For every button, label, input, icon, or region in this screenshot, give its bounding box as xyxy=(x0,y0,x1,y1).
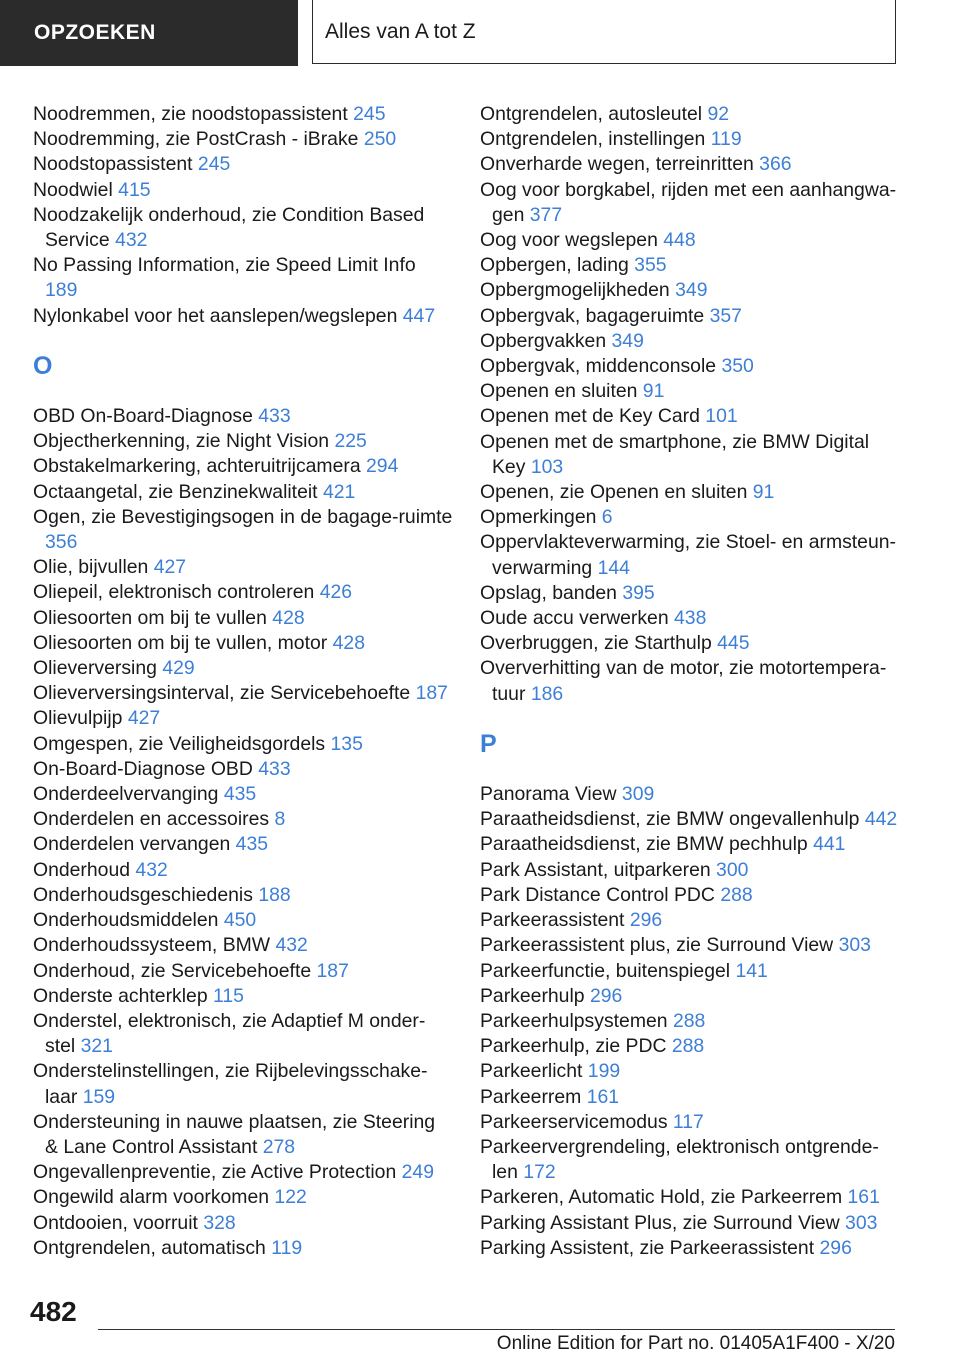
index-column-left xyxy=(33,102,453,1261)
index-entry xyxy=(33,1110,453,1160)
index-entry-label: Ondersteuning in nauwe plaatsen, zie Steering & Lane Control Assistant xyxy=(33,1110,436,1158)
index-entry-label: Ontgrendelen, instellingen xyxy=(480,128,706,151)
index-entry xyxy=(480,883,900,908)
index-page-link[interactable]: 395 xyxy=(622,581,655,604)
index-entry-label: Oppervlakteverwarming, zie Stoel- en armsteun-verwarming xyxy=(480,531,896,579)
index-entry-label: Onderdelen vervangen xyxy=(33,833,231,856)
index-entry-label: Parkeerhulp xyxy=(480,984,585,1007)
index-page-link[interactable]: 186 xyxy=(530,682,564,705)
index-entry-label: Oliesoorten om bij te vullen, motor xyxy=(33,631,328,654)
index-entry-label: Olieverversing xyxy=(33,657,157,680)
index-entry-label: Ogen, zie Bevestigingsogen in de bagage-ruimte xyxy=(33,505,453,528)
index-page-link[interactable]: 429 xyxy=(162,657,195,680)
index-page-link[interactable]: 433 xyxy=(258,405,291,428)
index-entry-label: Panorama View xyxy=(480,783,617,806)
index-entry-label: Paraatheidsdienst, zie BMW pechhulp xyxy=(480,833,808,856)
index-page-link[interactable]: 442 xyxy=(864,808,898,831)
index-entry xyxy=(33,706,453,731)
index-page-link[interactable]: 172 xyxy=(523,1161,556,1184)
index-entry xyxy=(480,1059,900,1084)
index-page-link[interactable]: 426 xyxy=(319,581,353,604)
index-entry-label: Parkeerservicemodus xyxy=(480,1110,668,1133)
index-page-link[interactable]: 357 xyxy=(709,304,742,327)
index-entry xyxy=(33,656,453,681)
index-entry xyxy=(480,430,900,480)
index-entry-label: Parkeerhulp, zie PDC xyxy=(480,1035,667,1058)
index-page-link[interactable]: 366 xyxy=(759,153,792,176)
index-page-link[interactable]: 427 xyxy=(127,707,161,730)
index-entry xyxy=(480,581,900,606)
index-entry-label: Olie, bijvullen xyxy=(33,556,149,579)
index-page-link[interactable]: 350 xyxy=(721,355,754,378)
index-entry-label: Opslag, banden xyxy=(480,581,617,604)
index-entry-label: Parkeerhulpsystemen xyxy=(480,1009,668,1032)
index-entry xyxy=(33,253,453,303)
index-page-link[interactable]: 144 xyxy=(597,556,630,579)
index-entry xyxy=(480,1009,900,1034)
index-entry xyxy=(33,555,453,580)
index-entry-label: Parkeervergrendeling, elektronisch ontgrende-len xyxy=(480,1135,879,1184)
index-entry xyxy=(480,807,900,832)
index-entry-label: Onderhoudssysteem, BMW xyxy=(33,934,271,957)
index-entry xyxy=(480,304,900,329)
index-page-link[interactable]: 161 xyxy=(586,1085,620,1108)
index-page-link[interactable]: 288 xyxy=(671,1035,705,1058)
index-page-link[interactable]: 91 xyxy=(642,380,665,403)
index-letter-heading: P xyxy=(480,729,497,758)
index-entry-label: Oververhitting van de motor, zie motortempera-tuur xyxy=(480,657,887,705)
index-page-link[interactable]: 296 xyxy=(589,984,623,1007)
index-entry-label: Oliepeil, elektronisch controleren xyxy=(33,581,315,604)
index-entry xyxy=(480,379,900,404)
index-entry-label: Onderhoudsgeschiedenis xyxy=(33,883,253,906)
index-page-link[interactable]: 141 xyxy=(735,959,768,982)
index-page-link[interactable]: 432 xyxy=(135,858,168,881)
index-entry xyxy=(480,152,900,177)
index-entry-label: Oude accu verwerken xyxy=(480,607,669,630)
index-entry-label: Parkeerrem xyxy=(480,1085,582,1108)
index-entry-label: On-Board-Diagnose OBD xyxy=(33,757,253,780)
index-entry-label: Onderhoud, zie Servicebehoefte xyxy=(33,959,312,982)
index-page-link[interactable]: 294 xyxy=(366,455,399,478)
index-page-link[interactable]: 432 xyxy=(115,229,148,252)
index-entry xyxy=(480,480,900,505)
index-entry xyxy=(480,1034,900,1059)
index-page-link[interactable]: 328 xyxy=(203,1211,236,1234)
index-entry xyxy=(33,1160,453,1185)
index-entry-label: Ontdooien, voorruit xyxy=(33,1211,198,1234)
index-entry-label: Parkeerlicht xyxy=(480,1060,583,1083)
index-entry xyxy=(33,1009,453,1059)
index-entry xyxy=(480,782,900,807)
index-page-link[interactable]: 135 xyxy=(330,732,363,755)
index-page-link[interactable]: 245 xyxy=(197,153,231,176)
index-entry xyxy=(33,480,453,505)
index-page-link[interactable]: 119 xyxy=(271,1236,303,1259)
index-page-link[interactable]: 225 xyxy=(334,430,367,453)
index-entry-label: Objectherkenning, zie Night Vision xyxy=(33,430,330,453)
index-entry-label: Ontgrendelen, autosleutel xyxy=(480,103,703,125)
index-entry xyxy=(33,631,453,656)
index-entry-label: Onverharde wegen, terreinritten xyxy=(480,153,754,176)
index-entry xyxy=(480,656,900,706)
index-entry xyxy=(33,933,453,958)
index-page-link[interactable]: 159 xyxy=(82,1085,116,1108)
index-entry-label: Olievulpijp xyxy=(33,707,123,730)
index-entry-label: Nylonkabel voor het aanslepen/wegslepen xyxy=(33,304,398,327)
index-page-link[interactable]: 433 xyxy=(258,757,291,780)
index-page-link[interactable]: 435 xyxy=(235,833,269,856)
index-entry xyxy=(480,404,900,429)
index-entry-label: Onderstel, elektronisch, zie Adaptief M onder-stel xyxy=(33,1009,426,1058)
index-entry-label: Obstakelmarkering, achteruitrijcamera xyxy=(33,455,361,478)
index-entry xyxy=(33,807,453,832)
index-entry xyxy=(33,984,453,1009)
index-page-link[interactable]: 441 xyxy=(813,833,846,856)
index-page-link[interactable]: 349 xyxy=(611,329,644,352)
index-entry xyxy=(33,757,453,782)
index-entry xyxy=(33,908,453,933)
index-page-link[interactable]: 188 xyxy=(258,883,291,906)
index-page-link[interactable]: 103 xyxy=(530,455,564,478)
index-page-link[interactable]: 189 xyxy=(45,279,78,302)
index-page-link[interactable]: 349 xyxy=(675,279,708,302)
index-entry-label: Paraatheidsdienst, zie BMW ongevallenhulp xyxy=(480,808,860,831)
index-page-link[interactable]: 296 xyxy=(819,1236,852,1259)
index-entry xyxy=(480,959,900,984)
index-entry-label: Opbergmogelijkheden xyxy=(480,279,670,302)
index-column-right xyxy=(480,102,900,1261)
index-entry-label: Openen en sluiten xyxy=(480,380,638,403)
index-entry-label: Openen, zie Openen en sluiten xyxy=(480,481,748,504)
index-entry xyxy=(33,832,453,857)
index-entry xyxy=(480,1185,900,1210)
index-page-link[interactable]: 428 xyxy=(332,631,365,654)
index-entry xyxy=(480,530,900,580)
index-entry-label: Olieverversingsinterval, zie Servicebehoefte xyxy=(33,682,411,705)
index-page-link[interactable]: 415 xyxy=(118,178,151,201)
index-page-link[interactable]: 421 xyxy=(322,480,356,503)
section-tab: OPZOEKEN xyxy=(0,0,298,66)
index-page-link[interactable]: 187 xyxy=(415,682,448,705)
footer-divider xyxy=(98,1329,895,1330)
index-entry xyxy=(480,228,900,253)
index-entry-label: Opbergvakken xyxy=(480,329,607,352)
index-entry xyxy=(480,253,900,278)
index-entry-label: Parking Assistent, zie Parkeerassistent xyxy=(480,1236,815,1259)
index-page-link[interactable]: 447 xyxy=(402,304,436,327)
index-entry-label: Omgespen, zie Veiligheidsgordels xyxy=(33,732,326,755)
index-entry-label: Ontgrendelen, automatisch xyxy=(33,1236,266,1259)
index-entry xyxy=(33,203,453,253)
index-entry xyxy=(33,959,453,984)
index-page-link[interactable]: 356 xyxy=(45,531,78,554)
index-page-link[interactable]: 8 xyxy=(274,808,286,831)
index-page-link[interactable]: 250 xyxy=(363,128,397,151)
index-entry xyxy=(33,580,453,605)
index-entry-label: Ongewild alarm voorkomen xyxy=(33,1186,270,1209)
index-entry-label: Park Distance Control PDC xyxy=(480,883,715,906)
index-page-link[interactable]: 309 xyxy=(621,783,655,806)
index-letter-heading: O xyxy=(33,351,53,380)
index-page-link[interactable]: 432 xyxy=(275,934,308,957)
page-header xyxy=(0,0,960,66)
index-page-link[interactable]: 245 xyxy=(353,103,386,125)
index-entry xyxy=(480,1211,900,1236)
index-entry xyxy=(33,606,453,631)
index-entry-label: Noodremming, zie PostCrash - iBrake xyxy=(33,128,359,151)
index-entry-label: Oliesoorten om bij te vullen xyxy=(33,606,267,629)
index-entry-label: Parkeren, Automatic Hold, zie Parkeerrem xyxy=(480,1186,843,1209)
index-entry-label: OBD On-Board-Diagnose xyxy=(33,405,253,428)
index-page-link[interactable]: 450 xyxy=(223,909,257,932)
index-page-link[interactable]: 122 xyxy=(274,1186,307,1209)
index-page-link[interactable]: 6 xyxy=(601,506,613,529)
index-entry xyxy=(480,1135,900,1185)
index-page-link[interactable]: 445 xyxy=(717,632,750,655)
index-page-link[interactable]: 249 xyxy=(401,1161,434,1184)
index-entry xyxy=(480,933,900,958)
index-page-link[interactable]: 448 xyxy=(663,229,696,252)
index-page-link[interactable]: 303 xyxy=(845,1211,878,1234)
index-entry xyxy=(33,858,453,883)
index-entry-label: Onderste achterklep xyxy=(33,984,208,1007)
index-entry xyxy=(33,454,453,479)
index-entry-label: Opbergvak, middenconsole xyxy=(480,355,717,378)
index-entry xyxy=(480,606,900,631)
chapter-title: Alles van A tot Z xyxy=(312,0,896,64)
index-entry xyxy=(480,908,900,933)
index-entry xyxy=(480,329,900,354)
index-entry xyxy=(480,505,900,530)
index-entry xyxy=(33,782,453,807)
index-page-link[interactable]: 296 xyxy=(629,909,663,932)
index-entry-label: Noodremmen, zie noodstopassistent xyxy=(33,103,348,125)
index-entry-label: Parking Assistant Plus, zie Surround View xyxy=(480,1211,840,1234)
index-page-link[interactable]: 161 xyxy=(847,1186,880,1209)
index-entry xyxy=(33,152,453,177)
index-page-link[interactable]: 435 xyxy=(223,783,257,806)
index-entry xyxy=(480,278,900,303)
index-entry-label: Noodwiel xyxy=(33,178,113,201)
index-entry-label: Octaangetal, zie Benzinekwaliteit xyxy=(33,480,318,503)
index-entry xyxy=(480,1110,900,1135)
index-entry xyxy=(480,858,900,883)
index-entry-label: Opbergen, lading xyxy=(480,254,629,277)
index-entry xyxy=(33,1185,453,1210)
index-entry-label: Overbruggen, zie Starthulp xyxy=(480,632,712,655)
index-page-link[interactable]: 92 xyxy=(707,103,730,125)
index-entry xyxy=(480,102,900,127)
index-page-link[interactable]: 119 xyxy=(710,128,742,151)
index-page-link[interactable]: 199 xyxy=(587,1060,621,1083)
index-page-link[interactable]: 427 xyxy=(153,556,187,579)
index-entry-label: Noodzakelijk onderhoud, zie Condition Based Service xyxy=(33,203,425,252)
index-entry xyxy=(33,102,453,127)
index-entry xyxy=(33,1236,453,1261)
index-entry-label: Openen met de Key Card xyxy=(480,405,700,428)
index-entry-label: Parkeerfunctie, buitenspiegel xyxy=(480,959,731,982)
index-entry xyxy=(33,178,453,203)
index-page-link[interactable]: 321 xyxy=(80,1035,113,1058)
page-number: 482 xyxy=(30,1296,77,1327)
index-page-link[interactable]: 288 xyxy=(672,1009,706,1032)
index-page-link[interactable]: 101 xyxy=(705,405,738,428)
index-entry-label: Oog voor wegslepen xyxy=(480,229,658,252)
index-entry-label: Ongevallenpreventie, zie Active Protection xyxy=(33,1161,397,1184)
index-page-link[interactable]: 288 xyxy=(720,883,753,906)
footer-edition: Online Edition for Part no. 01405A1F400 - X/20 xyxy=(496,1333,895,1354)
index-entry-label: Onderhoud xyxy=(33,858,131,881)
index-entry xyxy=(33,505,453,555)
index-page-link[interactable]: 355 xyxy=(634,254,667,277)
index-page-link[interactable]: 377 xyxy=(529,203,563,226)
index-entry-label: Noodstopassistent xyxy=(33,153,193,176)
index-entry xyxy=(33,404,453,429)
index-page-link[interactable]: 428 xyxy=(272,606,305,629)
index-entry xyxy=(33,1211,453,1236)
index-entry-label: Onderstelinstellingen, zie Rijbelevingsschake-laar xyxy=(33,1060,428,1108)
index-entry-label: Park Assistant, uitparkeren xyxy=(480,858,711,881)
index-entry-label: Opmerkingen xyxy=(480,506,597,529)
index-page-link[interactable]: 303 xyxy=(838,934,871,957)
index-entry xyxy=(480,631,900,656)
index-entry-label: Openen met de smartphone, zie BMW Digital Key xyxy=(480,430,870,478)
index-entry xyxy=(33,304,453,329)
index-entry xyxy=(33,1059,453,1109)
index-entry-label: Onderdelen en accessoires xyxy=(33,808,270,831)
index-entry xyxy=(480,178,900,228)
index-page-link[interactable]: 278 xyxy=(262,1135,296,1158)
index-entry xyxy=(480,832,900,857)
index-page-link[interactable]: 115 xyxy=(213,984,244,1007)
index-entry xyxy=(480,1085,900,1110)
index-entry-label: Parkeerassistent xyxy=(480,909,625,932)
index-entry-label: Oog voor borgkabel, rijden met een aanhangwa-gen xyxy=(480,178,897,226)
index-entry xyxy=(480,984,900,1009)
index-page-link[interactable]: 300 xyxy=(716,858,749,881)
index-entry xyxy=(33,127,453,152)
index-entry-label: Opbergvak, bagageruimte xyxy=(480,304,705,327)
index-entry xyxy=(480,127,900,152)
index-entry-label: Onderdeelvervanging xyxy=(33,783,219,806)
index-entry xyxy=(33,429,453,454)
index-entry xyxy=(480,354,900,379)
index-page-link[interactable]: 91 xyxy=(752,481,775,504)
index-page-link[interactable]: 117 xyxy=(672,1110,704,1133)
index-entry-label: No Passing Information, zie Speed Limit Info xyxy=(33,254,416,277)
index-entry xyxy=(33,681,453,706)
index-page-link[interactable]: 438 xyxy=(674,607,707,630)
index-entry xyxy=(33,883,453,908)
index-entry xyxy=(33,732,453,757)
index-entry-label: Parkeerassistent plus, zie Surround View xyxy=(480,934,834,957)
index-entry xyxy=(480,1236,900,1261)
index-entry-label: Onderhoudsmiddelen xyxy=(33,909,219,932)
index-page-link[interactable]: 187 xyxy=(316,959,349,982)
